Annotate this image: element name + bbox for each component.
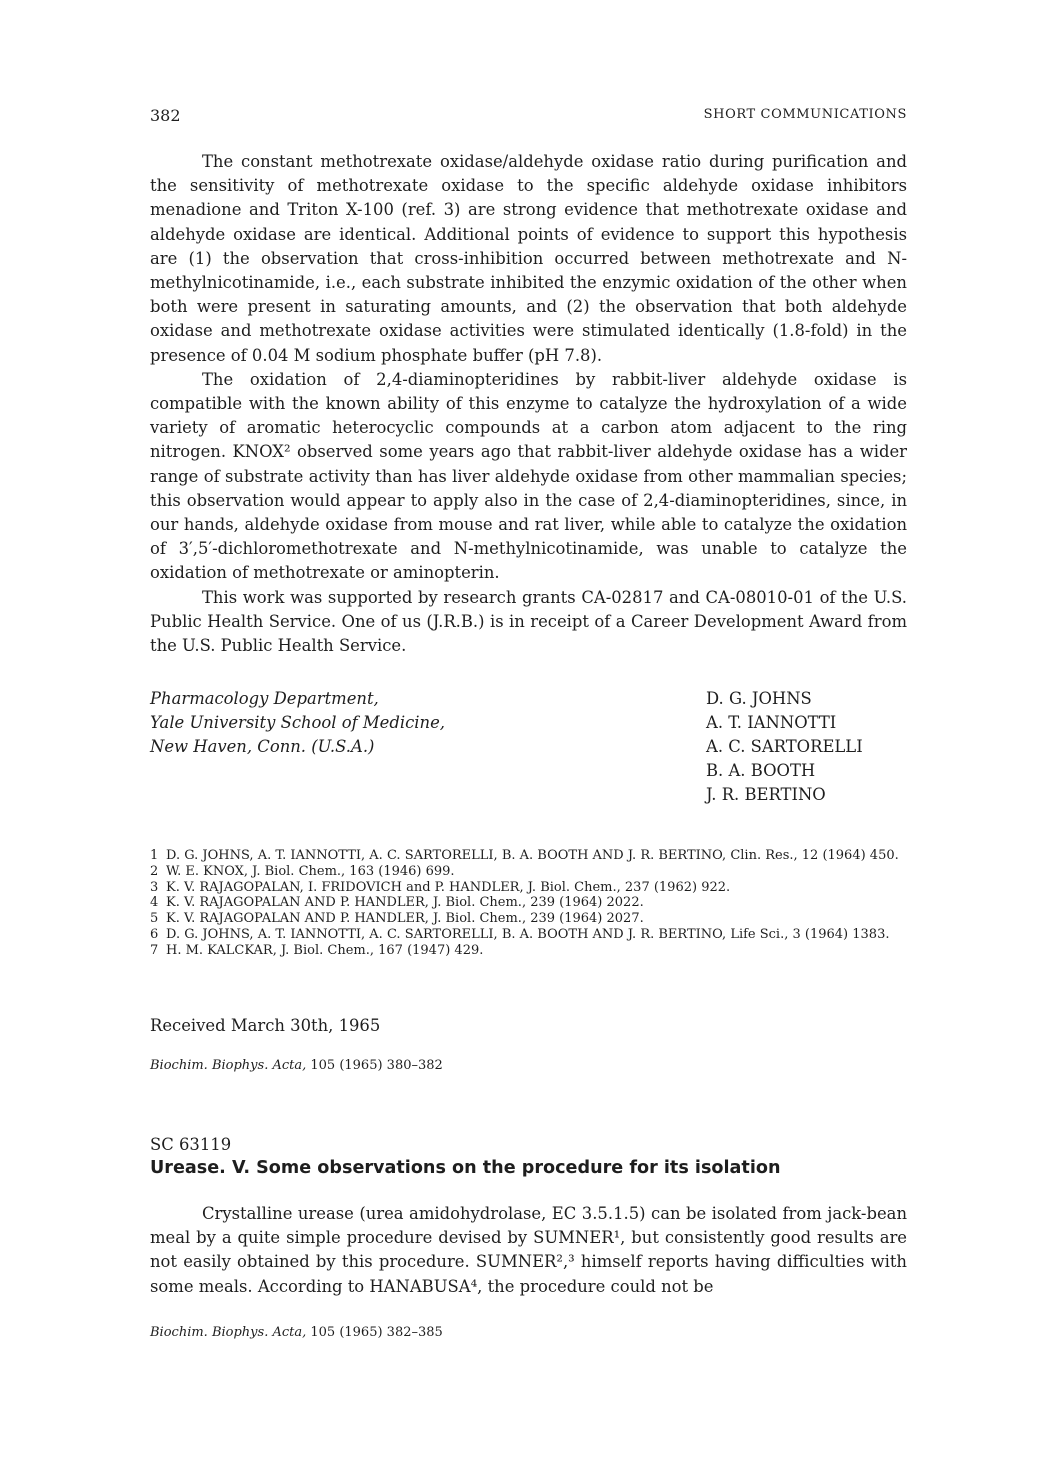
reference-text: K. V. RAJAGOPALAN AND P. HANDLER, J. Biol. Chem., 239 (1964) 2027. [166,911,644,927]
page-number: 382 [150,106,181,125]
reference-number: 5 [150,911,159,927]
citation-journal: Biochim. Biophys. Acta, [150,1325,307,1340]
article-code: SC 63119 [150,1135,232,1154]
affiliation-line: Pharmacology Department, [150,689,379,708]
reference-number: 7 [150,942,159,958]
paragraph-urease: Crystalline urease (urea amidohydrolase, EC 3.5.1.5) can be isolated from jack-bean meal by a quite simple procedure devised by SUMNER¹, but consistently good results are not easily obtained by this procedure. SUMNER²,³ himself reports having difficulties with some meals. According to HANABUSA⁴, the procedure could not be [150,1204,907,1296]
paragraph-3: This work was supported by research grants CA-02817 and CA-08010-01 of the U.S. Public Health Service. One of us (J.R.B.) is in receipt of a Career Development Award from the U.S. Public Health Service. [150,587,907,656]
reference-text: D. G. JOHNS, A. T. IANNOTTI, A. C. SARTORELLI, B. A. BOOTH AND J. R. BERTINO, Life Sci., 3 (1964) 1383. [166,926,890,942]
reference-item [150,895,907,911]
affiliation-line: Yale University School of Medicine, [150,713,445,732]
author-name: A. C. SARTORELLI [706,737,863,756]
reference-item [150,911,907,927]
citation-volume-pages: 105 (1965) 382–385 [310,1325,443,1340]
author-list [706,687,863,807]
received-date: Received March 30th, 1965 [150,1016,381,1035]
author-name: A. T. IANNOTTI [706,713,837,732]
paragraph-1: The constant methotrexate oxidase/aldehyde oxidase ratio during purification and the sensitivity of methotrexate oxidase to the specific aldehyde oxidase inhibitors menadione and Triton X-100 (ref. 3) are strong evidence that methotrexate oxidase and aldehyde oxidase are identical. Additional points of evidence to support this hypothesis are (1) the observation that cross-inhibition occurred between methotrexate and N-methylnicotinamide, i.e., each substrate inhibited the enzymic oxidation of the other when both were present in saturating amounts, and (2) the observation that both aldehyde oxidase and methotrexate oxidase activities were stimulated identically (1.8-fold) in the presence of 0.04 M sodium phosphate buffer (pH 7.8). [150,152,907,365]
citation-journal: Biochim. Biophys. Acta, [150,1058,307,1073]
author-name: D. G. JOHNS [706,689,812,708]
discussion-text [150,150,907,658]
reference-number: 6 [150,926,159,942]
journal-citation-footer [150,1325,443,1340]
reference-text: H. M. KALCKAR, J. Biol. Chem., 167 (1947) 429. [166,942,484,958]
article-title: Urease. V. Some observations on the procedure for its isolation [150,1158,781,1178]
reference-text: K. V. RAJAGOPALAN, I. FRIDOVICH and P. HANDLER, J. Biol. Chem., 237 (1962) 922. [166,879,731,895]
reference-text: D. G. JOHNS, A. T. IANNOTTI, A. C. SARTORELLI, B. A. BOOTH AND J. R. BERTINO, Clin. Res., 12 (1964) 450. [166,848,899,863]
urease-text [150,1202,907,1299]
reference-number: 1 [150,848,159,863]
affiliation-line: New Haven, Conn. (U.S.A.) [150,737,375,756]
reference-number: 3 [150,879,159,895]
page-header [150,106,907,128]
reference-item [150,943,907,959]
reference-number: 2 [150,863,159,879]
paragraph-2: The oxidation of 2,4-diaminopteridines by rabbit-liver aldehyde oxidase is compatible with the known ability of this enzyme to catalyze the hydroxylation of a wide variety of aromatic heterocyclic compounds at a carbon atom adjacent to the ring nitrogen. KNOX² observed some years ago that rabbit-liver aldehyde oxidase has a wider range of substrate activity than has liver aldehyde oxidase from other mammalian species; this observation would appear to apply also in the case of 2,4-diaminopteridines, since, in our hands, aldehyde oxidase from mouse and rat liver, while able to catalyze the oxidation of 3′,5′-dichloromethotrexate and N-methylnicotinamide, was unable to catalyze the oxidation of methotrexate or aminopterin. [150,369,907,583]
author-name: B. A. BOOTH [706,761,816,780]
reference-item [150,927,907,943]
reference-text: W. E. KNOX, J. Biol. Chem., 163 (1946) 699. [166,863,455,879]
reference-list [150,848,907,959]
reference-item [150,880,907,896]
affiliation [150,687,445,759]
running-head: SHORT COMMUNICATIONS [703,107,907,122]
reference-item [150,848,907,864]
journal-citation [150,1058,443,1073]
reference-item [150,864,907,880]
citation-volume-pages: 105 (1965) 380–382 [310,1058,443,1073]
reference-number: 4 [150,895,159,911]
reference-text: K. V. RAJAGOPALAN AND P. HANDLER, J. Biol. Chem., 239 (1964) 2022. [166,895,644,911]
author-name: J. R. BERTINO [706,785,826,804]
journal-page [150,0,907,1471]
